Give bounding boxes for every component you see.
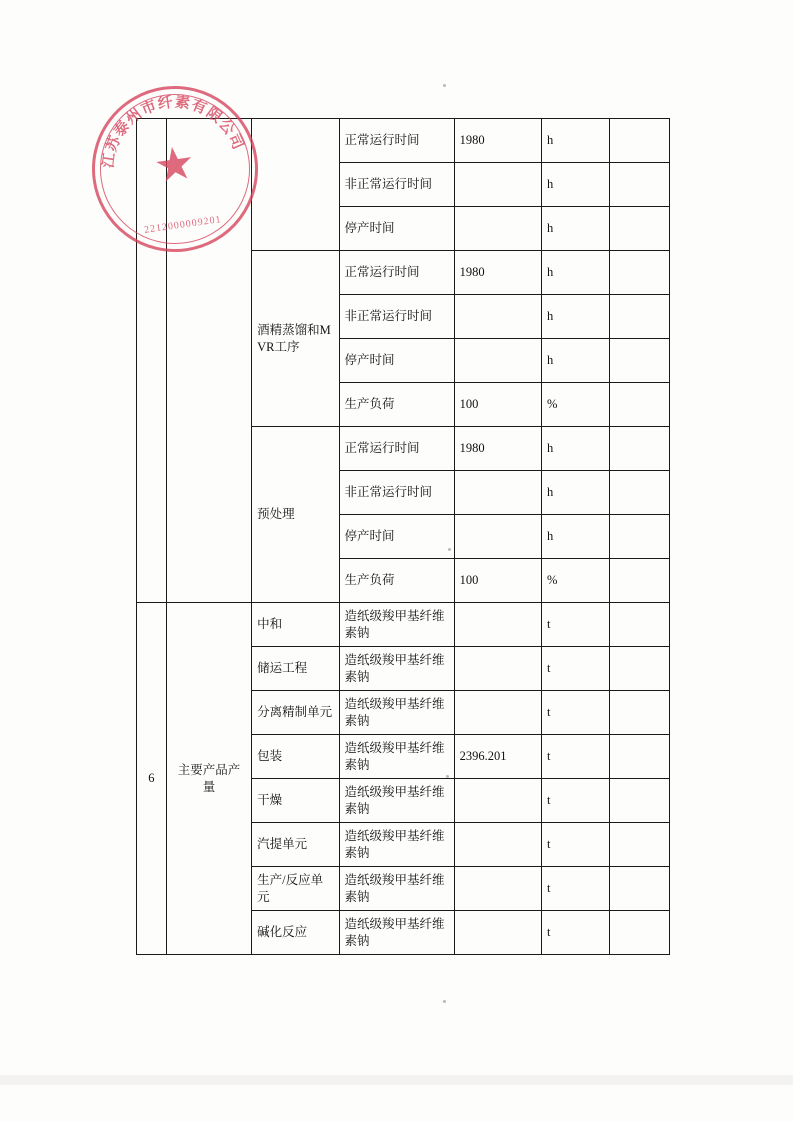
- cell-uom: t: [542, 779, 610, 823]
- cell-uom: t: [542, 691, 610, 735]
- cell-item: 正常运行时间: [339, 119, 454, 163]
- cell-value: [454, 911, 541, 955]
- cell-uom: t: [542, 735, 610, 779]
- cell-uom: h: [542, 295, 610, 339]
- cell-note: [610, 603, 670, 647]
- cell-item: 正常运行时间: [339, 251, 454, 295]
- cell-note: [610, 515, 670, 559]
- cell-item: 生产负荷: [339, 559, 454, 603]
- cell-note: [610, 691, 670, 735]
- scan-speck: [443, 84, 446, 87]
- cell-uom: h: [542, 119, 610, 163]
- cell-value: [454, 295, 541, 339]
- cell-unit-process: 中和: [252, 603, 339, 647]
- cell-note: [610, 559, 670, 603]
- seal-code: 2212000009201: [143, 214, 223, 236]
- cell-unit-process: 预处理: [252, 427, 339, 603]
- cell-value: [454, 163, 541, 207]
- cell-note: [610, 207, 670, 251]
- cell-uom: t: [542, 867, 610, 911]
- cell-value: [454, 823, 541, 867]
- cell-item: 非正常运行时间: [339, 295, 454, 339]
- cell-uom: h: [542, 207, 610, 251]
- seal-org-name: 江苏泰州市纤素有限公司: [100, 94, 246, 170]
- scan-edge-band: [0, 1075, 793, 1085]
- cell-item: 非正常运行时间: [339, 471, 454, 515]
- cell-item: 停产时间: [339, 515, 454, 559]
- cell-note: [610, 295, 670, 339]
- cell-unit-process: 汽提单元: [252, 823, 339, 867]
- cell-unit-process: 生产/反应单元: [252, 867, 339, 911]
- cell-uom: t: [542, 603, 610, 647]
- table-row: [137, 603, 670, 647]
- production-data-table: [136, 118, 670, 955]
- cell-note: [610, 647, 670, 691]
- cell-value: [454, 867, 541, 911]
- cell-note: [610, 779, 670, 823]
- cell-uom: h: [542, 251, 610, 295]
- cell-value: 100: [454, 559, 541, 603]
- scan-speck: [443, 1000, 446, 1003]
- cell-item: 造纸级羧甲基纤维素钠: [339, 691, 454, 735]
- cell-note: [610, 867, 670, 911]
- cell-value: [454, 647, 541, 691]
- cell-item: 造纸级羧甲基纤维素钠: [339, 735, 454, 779]
- cell-item: 造纸级羧甲基纤维素钠: [339, 779, 454, 823]
- cell-note: [610, 427, 670, 471]
- cell-note: [610, 383, 670, 427]
- cell-item: 非正常运行时间: [339, 163, 454, 207]
- cell-unit-process: [252, 119, 339, 251]
- cell-value: [454, 779, 541, 823]
- cell-value: 1980: [454, 427, 541, 471]
- cell-uom: t: [542, 823, 610, 867]
- cell-category: [166, 119, 251, 603]
- cell-item: 停产时间: [339, 207, 454, 251]
- cell-unit-process: 分离精制单元: [252, 691, 339, 735]
- cell-value: [454, 515, 541, 559]
- cell-value: [454, 207, 541, 251]
- cell-item: 造纸级羧甲基纤维素钠: [339, 603, 454, 647]
- cell-note: [610, 911, 670, 955]
- cell-unit-process: 干燥: [252, 779, 339, 823]
- cell-unit-process: 酒精蒸馏和MVR工序: [252, 251, 339, 427]
- cell-value: 100: [454, 383, 541, 427]
- cell-note: [610, 251, 670, 295]
- cell-uom: h: [542, 515, 610, 559]
- cell-uom: %: [542, 383, 610, 427]
- cell-item: 停产时间: [339, 339, 454, 383]
- cell-item: 正常运行时间: [339, 427, 454, 471]
- cell-note: [610, 163, 670, 207]
- cell-value: [454, 339, 541, 383]
- cell-note: [610, 823, 670, 867]
- cell-uom: h: [542, 471, 610, 515]
- cell-note: [610, 119, 670, 163]
- cell-note: [610, 339, 670, 383]
- cell-unit-process: 碱化反应: [252, 911, 339, 955]
- cell-uom: h: [542, 339, 610, 383]
- table-row: [137, 119, 670, 163]
- cell-uom: %: [542, 559, 610, 603]
- cell-uom: h: [542, 163, 610, 207]
- cell-item: 生产负荷: [339, 383, 454, 427]
- cell-index: [137, 119, 167, 603]
- cell-value: [454, 691, 541, 735]
- cell-item: 造纸级羧甲基纤维素钠: [339, 823, 454, 867]
- cell-uom: h: [542, 427, 610, 471]
- cell-value: 2396.201: [454, 735, 541, 779]
- cell-index: 6: [137, 603, 167, 955]
- cell-unit-process: 包装: [252, 735, 339, 779]
- cell-uom: t: [542, 647, 610, 691]
- cell-item: 造纸级羧甲基纤维素钠: [339, 647, 454, 691]
- cell-note: [610, 735, 670, 779]
- cell-unit-process: 储运工程: [252, 647, 339, 691]
- cell-value: [454, 603, 541, 647]
- cell-value: 1980: [454, 119, 541, 163]
- cell-value: [454, 471, 541, 515]
- cell-item: 造纸级羧甲基纤维素钠: [339, 911, 454, 955]
- seal-star-icon: ★: [150, 136, 199, 193]
- cell-value: 1980: [454, 251, 541, 295]
- cell-uom: t: [542, 911, 610, 955]
- cell-note: [610, 471, 670, 515]
- cell-category: 主要产品产量: [166, 603, 251, 955]
- cell-item: 造纸级羧甲基纤维素钠: [339, 867, 454, 911]
